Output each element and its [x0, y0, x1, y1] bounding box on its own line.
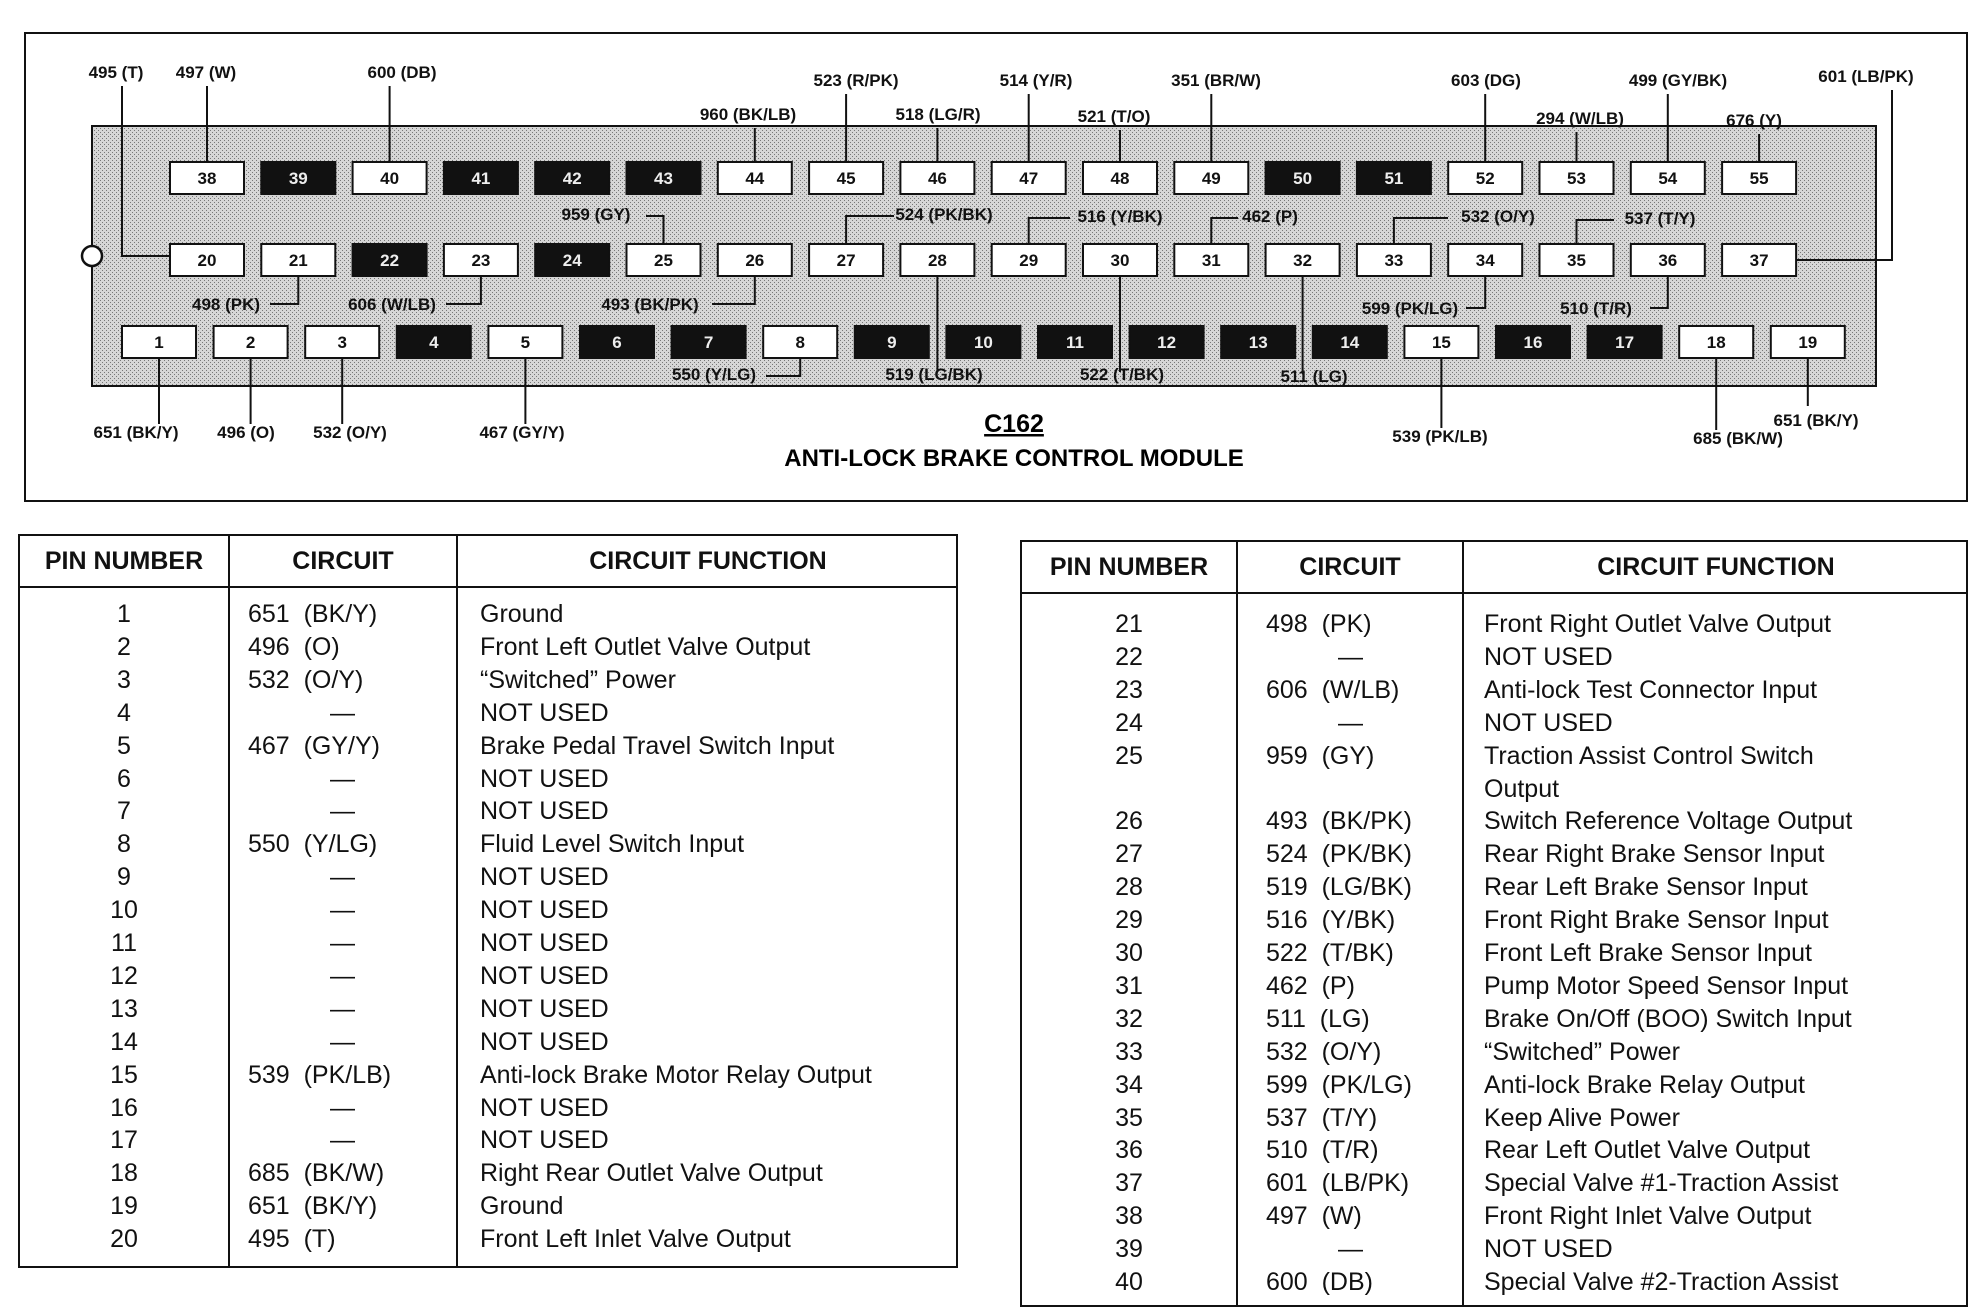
pin-number-label: 9 [887, 333, 897, 352]
pin-number-label: 36 [1658, 251, 1678, 270]
row-pin: 5 [117, 731, 131, 760]
table-row [1022, 608, 1966, 641]
row-pin: 39 [1115, 1235, 1143, 1264]
row-function: Rear Right Brake Sensor Input [1484, 840, 1825, 869]
row-function: NOT USED [1484, 642, 1613, 671]
table-row [1022, 707, 1966, 740]
row-pin: 30 [1115, 939, 1143, 967]
wire-label: 532 (O/Y) [1461, 207, 1535, 226]
table-row [1022, 1069, 1966, 1102]
wire-label: 601 (LB/PK) [1818, 67, 1914, 86]
table-row [1022, 838, 1966, 871]
pin-number-label: 52 [1475, 169, 1495, 188]
pin-number-label: 30 [1110, 251, 1130, 270]
row-pin: 14 [110, 1027, 138, 1056]
pin-number-label: 47 [1019, 169, 1039, 188]
pin-number-label: 44 [745, 169, 765, 188]
row-circuit: 600 (DB) [1266, 1268, 1373, 1296]
wire-label: 351 (BR/W) [1171, 71, 1261, 90]
row-circuit: 462 (P) [1266, 971, 1355, 1000]
wire-label: 537 (T/Y) [1624, 209, 1696, 228]
wire-label: 519 (LG/BK) [885, 365, 983, 384]
row-pin: 2 [117, 632, 131, 661]
pin-number-label: 53 [1567, 169, 1586, 188]
row-pin: 33 [1115, 1037, 1143, 1066]
wire-label: 539 (PK/LB) [1392, 427, 1488, 446]
wire-label: 550 (Y/LG) [671, 365, 757, 384]
row-circuit: 599 (PK/LG) [1266, 1070, 1412, 1099]
row-pin: 25 [1115, 741, 1143, 770]
row-function: Front Left Brake Sensor Input [1484, 939, 1812, 967]
pin-number-label: 45 [836, 169, 856, 188]
row-pin: 8 [117, 830, 131, 859]
pin-number-label: 50 [1293, 169, 1313, 188]
pin-number-label: 23 [471, 251, 491, 270]
pin-number-label: 35 [1567, 251, 1586, 270]
row-function: NOT USED [480, 1126, 609, 1155]
row-circuit: 532 (O/Y) [1266, 1037, 1382, 1066]
row-function: NOT USED [1484, 1235, 1613, 1264]
table-row [20, 828, 956, 861]
table-row [1022, 1200, 1966, 1233]
table-row [1022, 1036, 1966, 1069]
table-row [1022, 674, 1966, 707]
wire-label: 603 (DG) [1451, 71, 1521, 90]
table-row [1022, 1266, 1966, 1299]
pin-table-right [1020, 540, 1968, 1307]
pin-number-label: 18 [1706, 333, 1726, 352]
pin-number-label: 21 [288, 251, 308, 270]
table-row [20, 960, 956, 993]
wire-label: 524 (PK/BK) [895, 205, 993, 224]
row-circuit: 498 (PK) [1266, 610, 1372, 638]
connector-latch-icon [82, 246, 102, 266]
row-circuit: 493 (BK/PK) [1266, 807, 1412, 836]
row-circuit: 606 (W/LB) [1266, 675, 1400, 704]
wire-label: 499 (GY/BK) [1628, 71, 1728, 90]
table-row [20, 1092, 956, 1125]
row-function: NOT USED [480, 698, 609, 727]
table-row [20, 1157, 956, 1190]
row-circuit: — [330, 698, 355, 727]
row-function: NOT USED [480, 994, 609, 1023]
table-row [20, 1026, 956, 1059]
pin-number-label: 29 [1019, 251, 1039, 270]
table-header [20, 536, 956, 588]
pin-number-label: 33 [1384, 251, 1404, 270]
wire-label: 467 (GY/Y) [479, 423, 565, 442]
row-circuit: 601 (LB/PK) [1266, 1169, 1410, 1198]
row-pin: 32 [1115, 1004, 1143, 1033]
row-circuit: — [330, 1126, 355, 1155]
row-circuit: — [330, 1093, 355, 1122]
row-pin: 11 [111, 929, 137, 957]
wire-label: 521 (T/O) [1077, 107, 1151, 126]
table-row [20, 993, 956, 1026]
wire-label: 599 (PK/LG) [1361, 299, 1459, 318]
row-pin: 28 [1115, 873, 1143, 902]
header-pin-number: PIN NUMBER [44, 546, 204, 575]
pin-number-label: 40 [380, 169, 400, 188]
table-row [20, 861, 956, 894]
row-function: Front Right Brake Sensor Input [1484, 906, 1829, 935]
row-circuit: — [330, 1027, 355, 1056]
connector-face-svg [26, 34, 1966, 500]
pin-number-label: 10 [973, 333, 993, 352]
table-row [20, 598, 956, 631]
row-circuit: 550 (Y/LG) [248, 830, 378, 859]
pin-number-label: 55 [1749, 169, 1769, 188]
pin-number-label: 46 [927, 169, 947, 188]
pin-number-label: 38 [197, 169, 217, 188]
row-pin: 7 [117, 797, 131, 826]
table-row [1022, 1102, 1966, 1135]
wire-label: 960 (BK/LB) [699, 105, 797, 124]
row-function: Front Right Outlet Valve Output [1484, 610, 1831, 638]
row-function: Special Valve #1-Traction Assist [1484, 1169, 1839, 1198]
row-pin: 15 [110, 1060, 138, 1089]
row-circuit: 516 (Y/BK) [1266, 906, 1396, 935]
row-circuit: — [330, 961, 355, 990]
row-circuit: — [1338, 1235, 1363, 1264]
row-function: Ground [480, 1192, 564, 1221]
pin-number-label: 11 [1066, 333, 1084, 352]
table-row [20, 1124, 956, 1157]
wire-label: 532 (O/Y) [313, 423, 387, 442]
row-function: NOT USED [480, 764, 609, 793]
table-row [1022, 641, 1966, 674]
header-circuit: CIRCUIT [1299, 552, 1401, 581]
row-pin: 20 [110, 1225, 138, 1254]
table-row [20, 631, 956, 664]
row-circuit: 497 (W) [1266, 1202, 1362, 1231]
wire-label: 495 (T) [88, 63, 144, 82]
row-pin: 23 [1115, 675, 1143, 704]
row-function: Fluid Level Switch Input [480, 830, 745, 859]
row-function: Anti-lock Brake Motor Relay Output [480, 1060, 872, 1089]
row-circuit: 651 (BK/Y) [248, 600, 378, 628]
wire-label: 600 (DB) [367, 63, 437, 82]
row-function: Keep Alive Power [1484, 1103, 1680, 1132]
header-pin-number: PIN NUMBER [1049, 552, 1209, 581]
pin-number-label: 15 [1431, 333, 1451, 352]
row-pin: 27 [1115, 840, 1143, 869]
pin-number-label: 49 [1201, 169, 1221, 188]
row-pin: 38 [1115, 1202, 1143, 1231]
row-function: NOT USED [480, 961, 609, 990]
table-row [1022, 871, 1966, 904]
wire-label: 294 (W/LB) [1536, 109, 1624, 128]
wire-label: 651 (BK/Y) [1773, 411, 1859, 430]
row-pin: 13 [110, 994, 138, 1023]
row-function: Rear Left Outlet Valve Output [1484, 1136, 1811, 1165]
pin-number-label: 42 [562, 169, 582, 188]
row-pin: 31 [1115, 971, 1143, 1000]
pin-number-label: 7 [703, 333, 714, 352]
wire-label: 518 (LG/R) [895, 105, 981, 124]
row-pin: 3 [117, 665, 131, 694]
row-circuit: 537 (T/Y) [1266, 1103, 1378, 1132]
row-circuit: — [1338, 708, 1363, 737]
row-function: Front Left Inlet Valve Output [480, 1225, 791, 1254]
pin-number-label: 22 [380, 251, 400, 270]
table-row [1022, 1134, 1966, 1167]
row-circuit: 511 (LG) [1266, 1004, 1370, 1033]
row-circuit: 510 (T/R) [1266, 1136, 1379, 1165]
pin-number-label: 25 [654, 251, 673, 270]
row-circuit: 539 (PK/LB) [248, 1060, 392, 1089]
row-circuit: — [1338, 642, 1363, 671]
pin-number-label: 37 [1749, 251, 1769, 270]
row-pin: 19 [110, 1192, 138, 1221]
row-function: Anti-lock Test Connector Input [1484, 675, 1818, 704]
header-circuit: CIRCUIT [292, 546, 394, 575]
pin-number-label: 16 [1523, 333, 1543, 352]
pin-number-label: 43 [654, 169, 673, 188]
row-pin: 34 [1115, 1070, 1143, 1099]
row-circuit: — [330, 929, 355, 957]
row-function: NOT USED [480, 797, 609, 826]
connector-diagram [24, 32, 1968, 502]
table-row [20, 664, 956, 697]
table-row [1022, 805, 1966, 838]
table-row [1022, 970, 1966, 1003]
row-circuit: 651 (BK/Y) [248, 1192, 378, 1221]
row-function: NOT USED [1484, 708, 1613, 737]
wire-label: 514 (Y/R) [999, 71, 1073, 90]
table-row [1022, 937, 1966, 970]
wire-label: 516 (Y/BK) [1077, 207, 1163, 226]
row-function: Brake Pedal Travel Switch Input [480, 731, 835, 760]
pin-number-label: 27 [836, 251, 856, 270]
row-function: “Switched” Power [1484, 1037, 1680, 1066]
wire-label: 462 (P) [1242, 207, 1298, 226]
wire-label: 523 (R/PK) [813, 71, 899, 90]
pin-number-label: 4 [429, 333, 439, 352]
pin-number-label: 48 [1110, 169, 1130, 188]
row-pin: 22 [1115, 642, 1143, 671]
row-circuit: — [330, 896, 355, 925]
row-circuit: 685 (BK/W) [248, 1159, 385, 1188]
wire-label: 685 (BK/W) [1693, 429, 1783, 448]
pin-number-label: 41 [471, 169, 491, 188]
table-row [20, 1190, 956, 1223]
row-function: Front Right Inlet Valve Output [1484, 1202, 1812, 1231]
row-function: Switch Reference Voltage Output [1484, 807, 1853, 836]
table-row [20, 894, 956, 927]
row-function: Front Left Outlet Valve Output [480, 632, 811, 661]
wire-label: 493 (BK/PK) [601, 295, 699, 314]
row-pin: 35 [1115, 1103, 1143, 1132]
pin-number-label: 28 [927, 251, 947, 270]
pin-number-label: 8 [795, 333, 805, 352]
row-function: Pump Motor Speed Sensor Input [1484, 971, 1849, 1000]
row-circuit: — [330, 797, 355, 826]
table-row [20, 795, 956, 828]
row-pin: 10 [110, 896, 138, 925]
wire-label: 498 (PK) [191, 295, 261, 314]
pin-number-label: 17 [1615, 333, 1635, 352]
wire-label: 606 (W/LB) [348, 295, 436, 314]
wire-label: 496 (O) [217, 423, 275, 442]
pin-number-label: 34 [1475, 251, 1495, 270]
row-function: Anti-lock Brake Relay Output [1484, 1070, 1805, 1099]
row-function: Special Valve #2-Traction Assist [1484, 1268, 1839, 1296]
wire-label: 522 (T/BK) [1079, 365, 1165, 384]
pin-number-label: 3 [337, 333, 347, 352]
wire-label: 511 (LG) [1280, 367, 1348, 386]
row-pin: 12 [110, 961, 138, 990]
row-circuit: 495 (T) [248, 1225, 336, 1254]
pin-number-label: 2 [245, 333, 256, 352]
row-function: NOT USED [480, 863, 609, 892]
pin-number-label: 26 [745, 251, 765, 270]
row-circuit: 524 (PK/BK) [1266, 840, 1412, 869]
row-function: NOT USED [480, 1093, 609, 1122]
row-function: Ground [480, 600, 564, 628]
pin-number-label: 20 [197, 251, 217, 270]
table-row [20, 697, 956, 730]
row-function-continued: Output [1484, 774, 1560, 803]
row-function: Traction Assist Control Switch [1484, 741, 1814, 770]
row-pin: 1 [117, 600, 131, 628]
table-row [20, 1223, 956, 1256]
row-pin: 17 [110, 1126, 138, 1155]
row-function: Brake On/Off (BOO) Switch Input [1484, 1004, 1852, 1033]
connector-id: C162 [984, 410, 1044, 438]
row-pin: 6 [117, 764, 131, 793]
row-pin: 29 [1115, 906, 1143, 935]
table-row [1022, 1003, 1966, 1036]
row-function: NOT USED [480, 929, 609, 957]
pin-number-label: 14 [1340, 333, 1360, 352]
row-circuit: 532 (O/Y) [248, 665, 364, 694]
table-row [20, 927, 956, 960]
header-circuit-function: CIRCUIT FUNCTION [589, 546, 827, 575]
table-row [20, 1059, 956, 1092]
row-function: NOT USED [480, 896, 609, 925]
pin-number-label: 5 [520, 333, 531, 352]
pin-number-label: 51 [1384, 169, 1404, 188]
table-row [1022, 740, 1966, 773]
pin-number-label: 1 [154, 333, 164, 352]
row-pin: 21 [1115, 610, 1143, 638]
wire-label: 651 (BK/Y) [93, 423, 179, 442]
row-pin: 40 [1115, 1268, 1143, 1296]
pin-number-label: 6 [612, 333, 622, 352]
row-circuit: 522 (T/BK) [1266, 939, 1394, 967]
table-header [1022, 542, 1966, 594]
row-pin: 9 [117, 863, 131, 892]
pin-number-label: 39 [288, 169, 308, 188]
pin-number-label: 13 [1248, 333, 1268, 352]
row-circuit: — [330, 863, 355, 892]
row-circuit: 467 (GY/Y) [248, 731, 380, 760]
row-function: Rear Left Brake Sensor Input [1484, 873, 1808, 902]
pin-table-left [18, 534, 958, 1268]
row-pin: 24 [1115, 708, 1143, 737]
row-pin: 36 [1115, 1136, 1143, 1165]
pin-number-label: 32 [1293, 251, 1313, 270]
pin-number-label: 24 [562, 251, 582, 270]
table-row [20, 730, 956, 763]
row-pin: 4 [117, 698, 131, 727]
pin-number-label: 19 [1798, 333, 1818, 352]
table-row [1022, 904, 1966, 937]
row-function: “Switched” Power [480, 665, 676, 694]
pin-number-label: 31 [1201, 251, 1221, 270]
wire-label: 510 (T/R) [1560, 299, 1632, 318]
table-row [1022, 1233, 1966, 1266]
table-row [1022, 1167, 1966, 1200]
row-function: Right Rear Outlet Valve Output [480, 1159, 823, 1188]
wire-label: 959 (GY) [561, 205, 631, 224]
table-row [20, 763, 956, 796]
pin-number-label: 12 [1157, 333, 1177, 352]
row-circuit: — [330, 994, 355, 1023]
pin-number-label: 54 [1658, 169, 1678, 188]
row-circuit: 519 (LG/BK) [1266, 873, 1412, 902]
row-circuit: 496 (O) [248, 632, 340, 661]
row-circuit: — [330, 764, 355, 793]
row-pin: 26 [1115, 807, 1143, 836]
header-circuit-function: CIRCUIT FUNCTION [1597, 552, 1835, 581]
row-circuit: 959 (GY) [1266, 741, 1375, 770]
wire-label: 497 (W) [175, 63, 237, 82]
row-pin: 16 [110, 1093, 138, 1122]
module-name: ANTI-LOCK BRAKE CONTROL MODULE [784, 445, 1244, 472]
row-pin: 37 [1115, 1169, 1143, 1198]
row-function: NOT USED [480, 1027, 609, 1056]
wire-label: 676 (Y) [1726, 111, 1782, 130]
row-pin: 18 [110, 1159, 138, 1188]
